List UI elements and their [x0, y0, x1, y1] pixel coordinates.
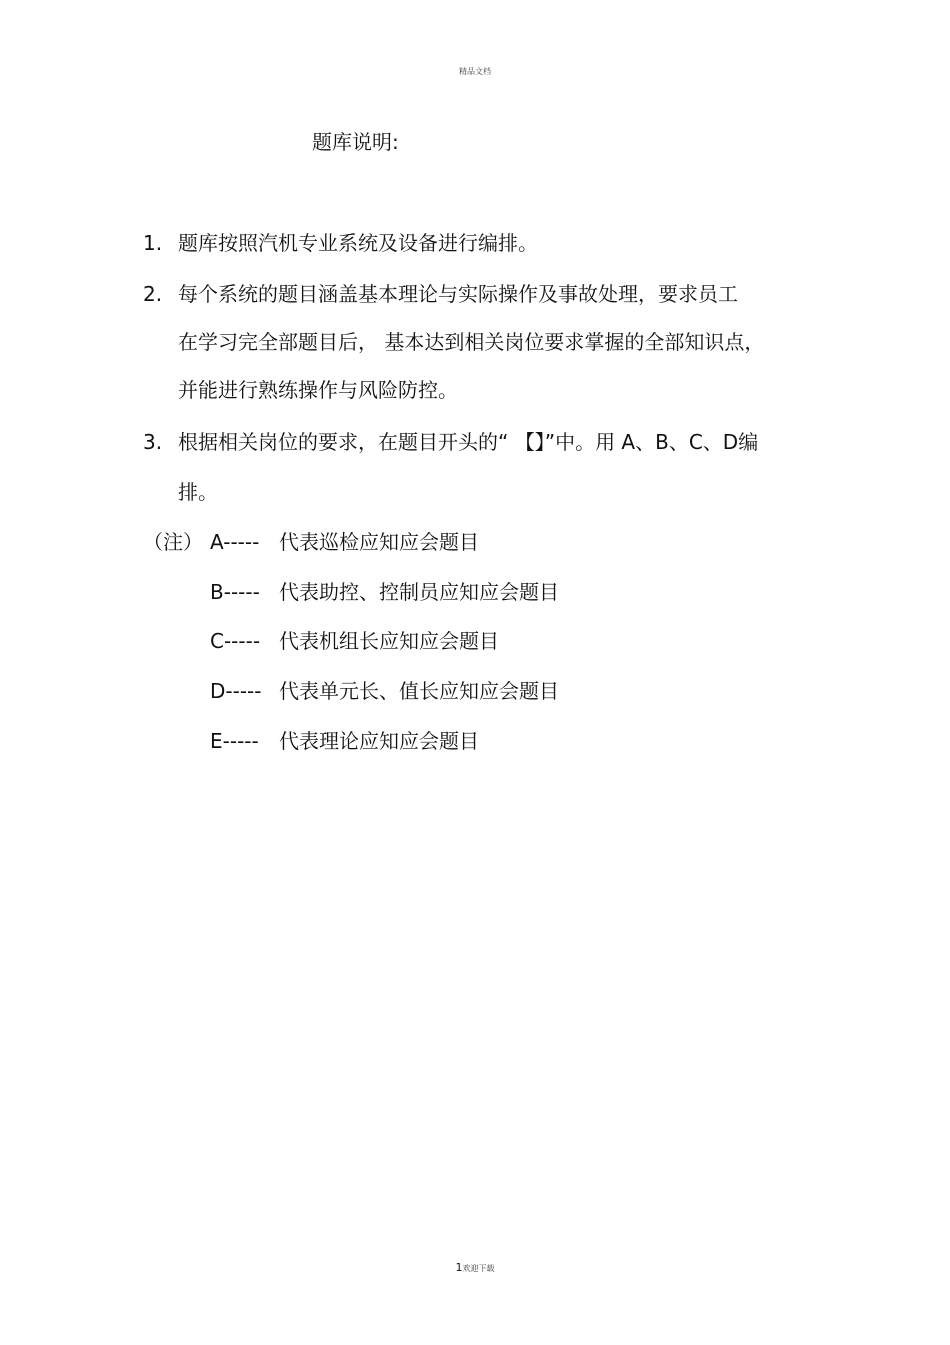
- note-desc-e: 代表理论应知应会题目: [279, 729, 479, 753]
- notes-prefix: （注）: [143, 530, 203, 554]
- item-3-number: 3.: [143, 430, 163, 454]
- item-1-number: 1.: [143, 231, 163, 255]
- item-2-line-1: 每个系统的题目涵盖基本理论与实际操作及事故处理，要求员工: [178, 282, 738, 306]
- item-3-line-1: 根据相关岗位的要求，在题目开头的“ 【】”中。用 A、B、C、D编: [178, 430, 759, 454]
- note-code-b: B-----: [210, 580, 260, 604]
- item-1-line-1: 题库按照汽机专业系统及设备进行编排。: [178, 231, 538, 255]
- footer-text: 欢迎下载: [462, 1264, 495, 1273]
- item-2-number: 2.: [143, 282, 163, 306]
- page-title: 题库说明:: [312, 130, 399, 154]
- item-2-line-3: 并能进行熟练操作与风险防控。: [178, 378, 458, 402]
- note-desc-a: 代表巡检应知应会题目: [279, 530, 479, 554]
- note-code-d: D-----: [210, 679, 262, 703]
- note-code-a: A-----: [210, 530, 260, 554]
- page-footer: [0, 1261, 950, 1274]
- note-desc-c: 代表机组长应知应会题目: [279, 629, 499, 653]
- header-watermark: 精品文档: [459, 67, 491, 76]
- note-desc-d: 代表单元长、值长应知应会题目: [279, 679, 559, 703]
- item-3-line-2: 排。: [178, 480, 218, 504]
- page-number: 1: [455, 1261, 463, 1274]
- note-code-e: E-----: [210, 729, 259, 753]
- note-desc-b: 代表助控、控制员应知应会题目: [279, 580, 559, 604]
- note-code-c: C-----: [210, 629, 261, 653]
- item-2-line-2: 在学习完全部题目后， 基本达到相关岗位要求掌握的全部知识点，: [178, 330, 765, 354]
